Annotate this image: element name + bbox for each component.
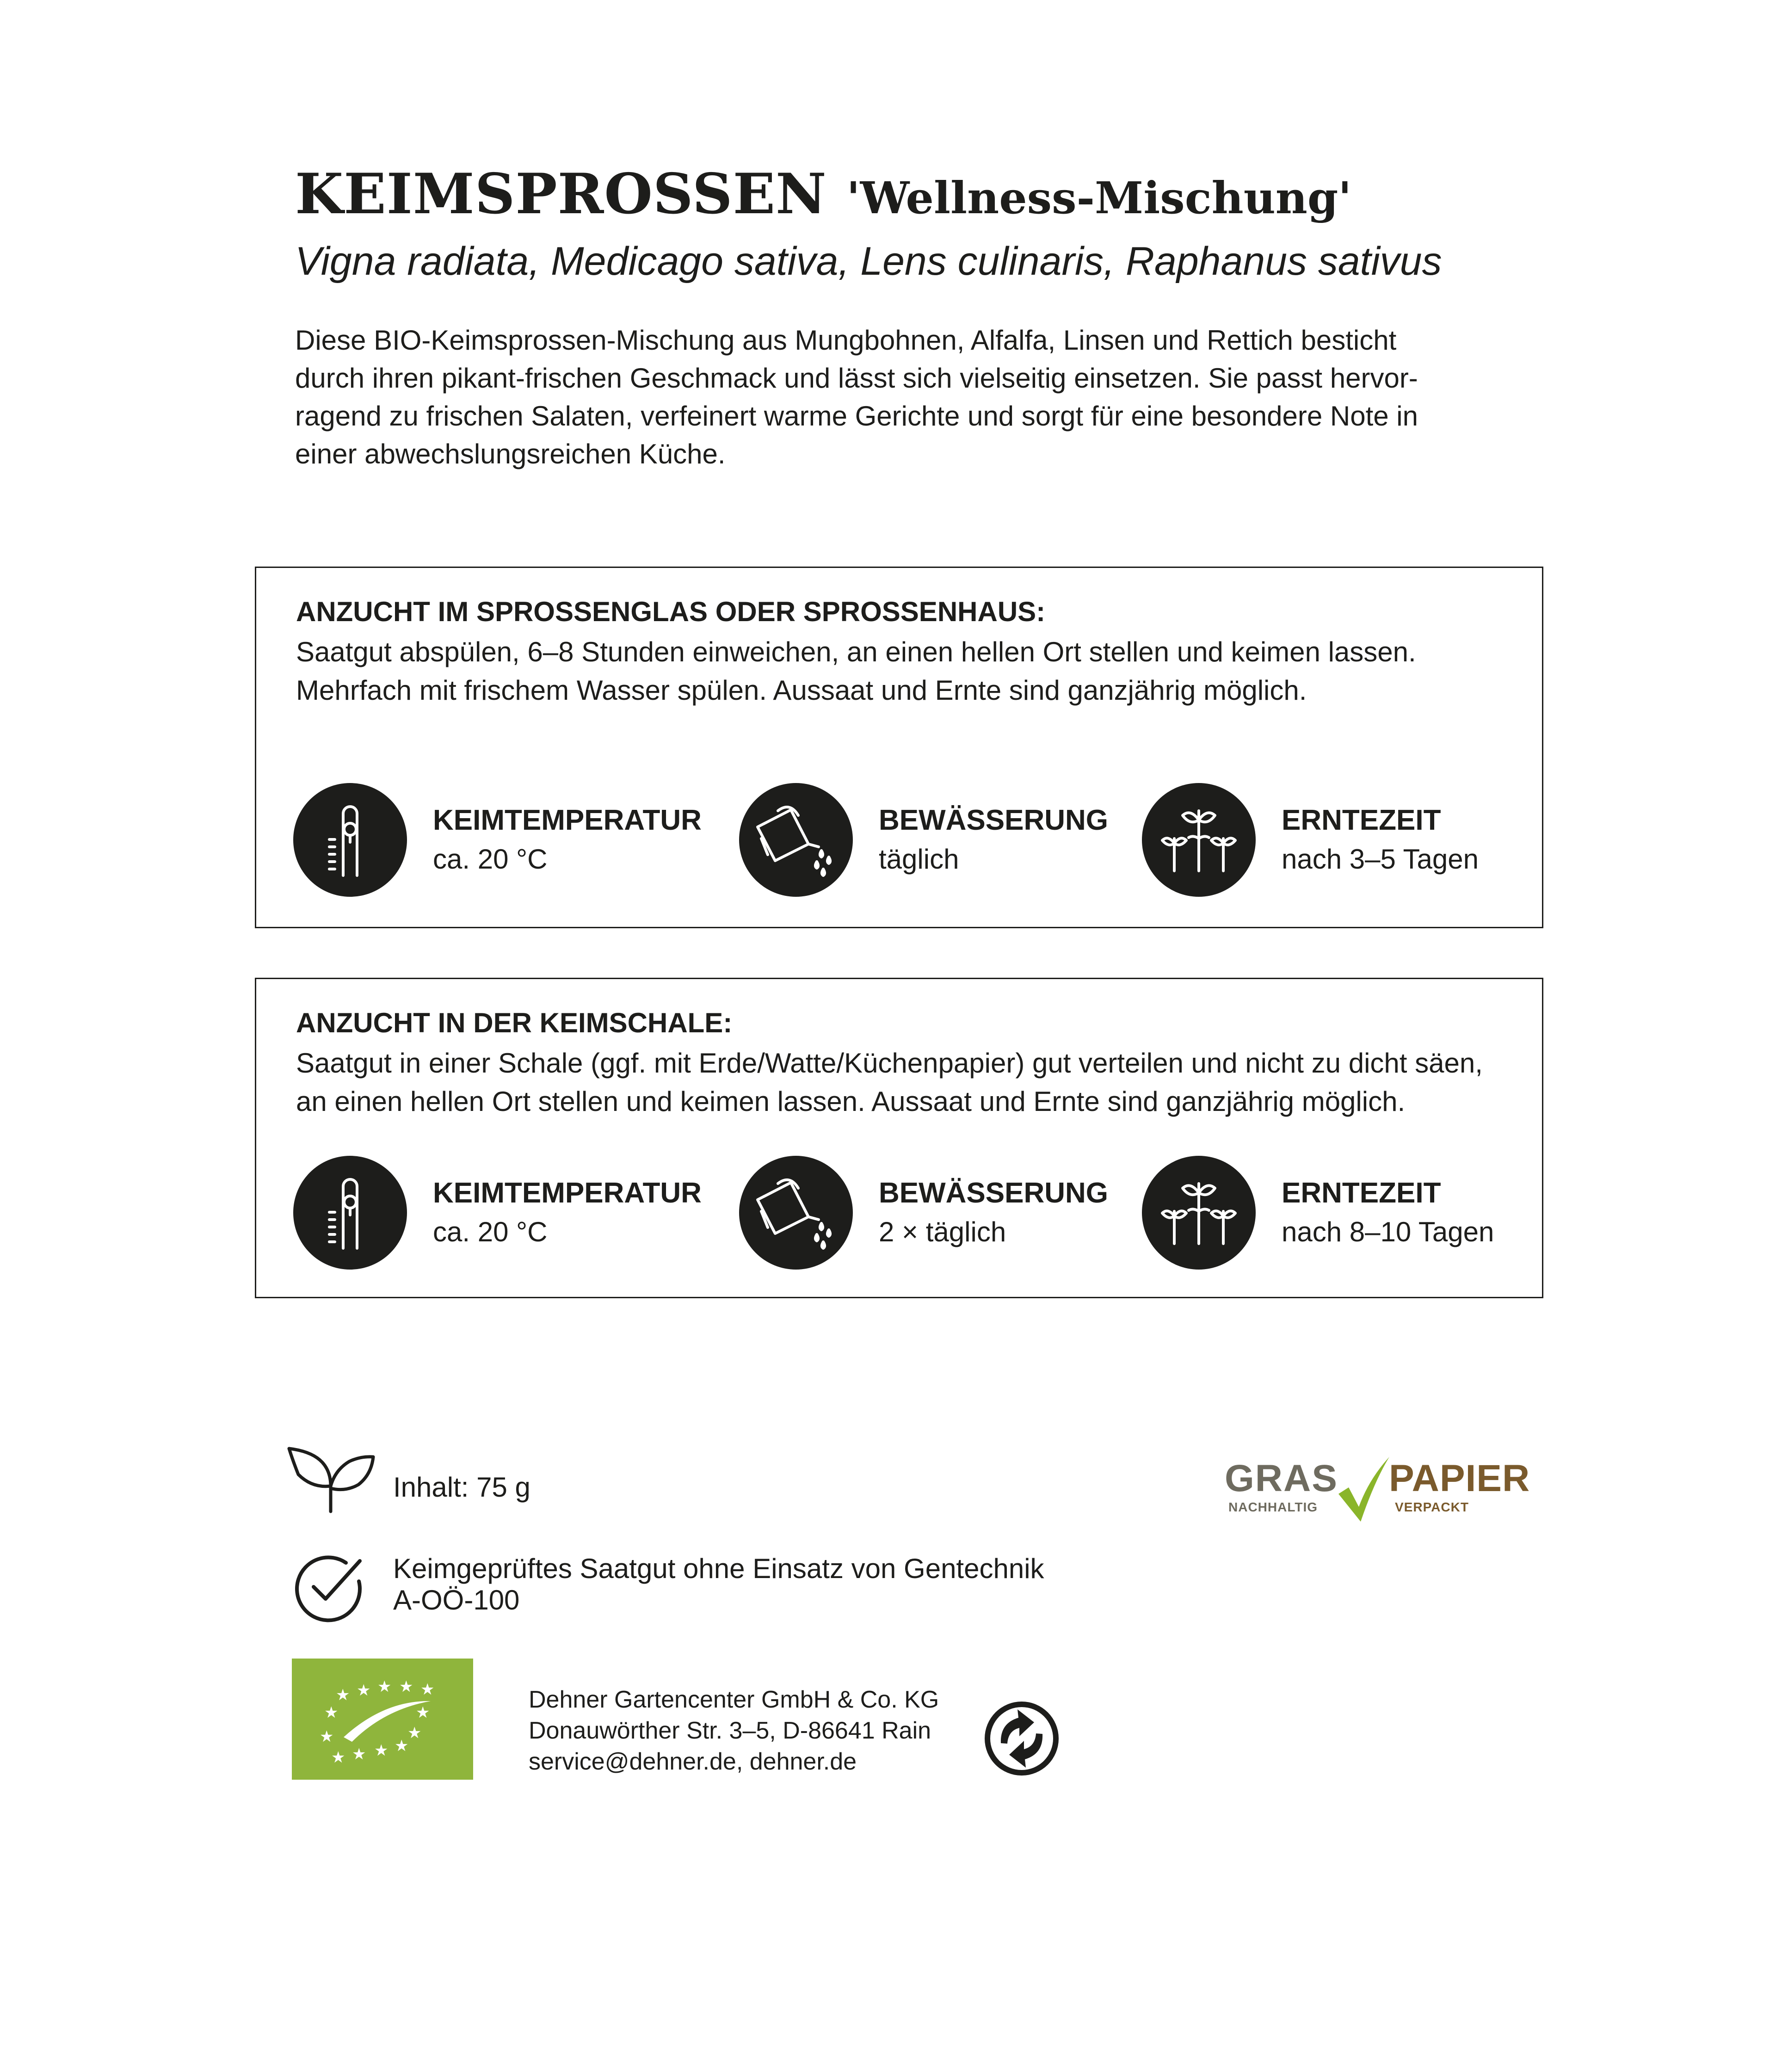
stat-harvest	[1142, 783, 1512, 899]
gras-subtext: NACHHALTIG	[1228, 1500, 1318, 1514]
manufacturer-address	[529, 1684, 939, 1777]
section-sprout-tray	[255, 978, 1543, 1298]
stat-label: BEWÄSSERUNG	[879, 1177, 1109, 1209]
stat-temperature	[293, 783, 709, 899]
section-text	[296, 1044, 1483, 1121]
thermometer-icon	[293, 1156, 407, 1270]
stat-label: ERNTEZEIT	[1282, 804, 1441, 836]
gras-word: GRAS	[1225, 1457, 1338, 1499]
section-text-line: Mehrfach mit frischem Wasser spülen. Aussaat und Ernte sind ganzjährig möglich.	[296, 675, 1307, 706]
section-text	[296, 633, 1416, 709]
stat-watering	[739, 1156, 1109, 1271]
section-title: ANZUCHT IN DER KEIMSCHALE:	[296, 1007, 733, 1038]
stat-value: nach 3–5 Tagen	[1282, 844, 1479, 875]
papier-word: PAPIER	[1389, 1457, 1530, 1499]
stat-value: ca. 20 °C	[433, 844, 548, 875]
svg-text:★: ★	[331, 1748, 345, 1767]
stat-value: 2 × täglich	[879, 1216, 1006, 1247]
address-line: Donauwörther Str. 3–5, D-86641 Rain	[529, 1717, 931, 1744]
latin-names: Vigna radiata, Medicago sativa, Lens culinaris, Raphanus sativus	[295, 239, 1442, 284]
checkmark-icon	[1336, 1452, 1391, 1526]
product-description	[295, 321, 1525, 473]
stat-temperature	[293, 1156, 709, 1271]
svg-text:★: ★	[357, 1681, 371, 1700]
section-text-line: Saatgut in einer Schale (ggf. mit Erde/Watte/Küchenpapier) gut verteilen und nicht zu dicht säen,	[296, 1048, 1483, 1079]
svg-text:★: ★	[352, 1745, 366, 1764]
stat-label: ERNTEZEIT	[1282, 1177, 1441, 1209]
certification-text: Keimgeprüftes Saatgut ohne Einsatz von Gentechnik	[393, 1553, 1044, 1584]
stat-value: täglich	[879, 844, 959, 875]
certification-code: A-OÖ-100	[393, 1585, 520, 1616]
sprouts-icon	[1142, 783, 1256, 897]
graspapier-logo	[1225, 1457, 1530, 1529]
stat-harvest	[1142, 1156, 1512, 1271]
watering-can-icon	[739, 1156, 853, 1270]
svg-text:★: ★	[399, 1677, 413, 1696]
stat-value: ca. 20 °C	[433, 1216, 548, 1247]
watering-can-icon	[739, 783, 853, 897]
svg-text:★: ★	[420, 1680, 435, 1699]
stat-label: KEIMTEMPERATUR	[433, 1177, 702, 1209]
stat-label: KEIMTEMPERATUR	[433, 804, 702, 836]
svg-text:★: ★	[407, 1724, 422, 1742]
address-line: service@dehner.de, dehner.de	[529, 1748, 857, 1775]
stat-watering	[739, 783, 1109, 899]
thermometer-icon	[293, 783, 407, 897]
stat-value: nach 8–10 Tagen	[1282, 1216, 1494, 1247]
svg-text:★: ★	[416, 1703, 430, 1722]
section-text-line: an einen hellen Ort stellen und keimen lassen. Aussaat und Ernte sind ganzjährig möglich.	[296, 1086, 1406, 1117]
svg-text:★: ★	[336, 1686, 350, 1704]
green-dot-icon	[982, 1699, 1061, 1778]
svg-text:★: ★	[374, 1741, 388, 1760]
content-amount: Inhalt: 75 g	[393, 1472, 530, 1503]
svg-text:★: ★	[324, 1703, 339, 1722]
description-line: ragend zu frischen Salaten, verfeinert warme Gerichte und sorgt für eine besondere Note in	[295, 401, 1418, 432]
sprouts-icon	[1142, 1156, 1256, 1270]
svg-text:★: ★	[377, 1677, 392, 1696]
check-circle-icon	[290, 1549, 367, 1626]
title-main: KEIMSPROSSEN	[295, 161, 827, 227]
address-line: Dehner Gartencenter GmbH & Co. KG	[529, 1686, 939, 1713]
papier-subtext: VERPACKT	[1395, 1500, 1469, 1514]
stat-label: BEWÄSSERUNG	[879, 804, 1109, 836]
section-text-line: Saatgut abspülen, 6–8 Stunden einweichen, an einen hellen Ort stellen und keimen lassen.	[296, 636, 1416, 667]
description-line: einer abwechslungsreichen Küche.	[295, 438, 726, 469]
section-title: ANZUCHT IM SPROSSENGLAS ODER SPROSSENHAUS:	[296, 596, 1046, 627]
svg-text:★: ★	[320, 1727, 334, 1746]
leaves-icon	[284, 1442, 377, 1516]
section-sprout-jar	[255, 567, 1543, 928]
description-line: durch ihren pikant-frischen Geschmack und lässt sich vielseitig einsetzen. Sie passt hervor-	[295, 363, 1418, 394]
eu-organic-logo	[292, 1659, 473, 1780]
description-line: Diese BIO-Keimsprossen-Mischung aus Mungbohnen, Alfalfa, Linsen und Rettich besticht	[295, 325, 1397, 356]
svg-text:★: ★	[395, 1737, 409, 1755]
product-title	[295, 162, 1351, 231]
title-variety: 'Wellness-Mischung'	[846, 173, 1352, 224]
